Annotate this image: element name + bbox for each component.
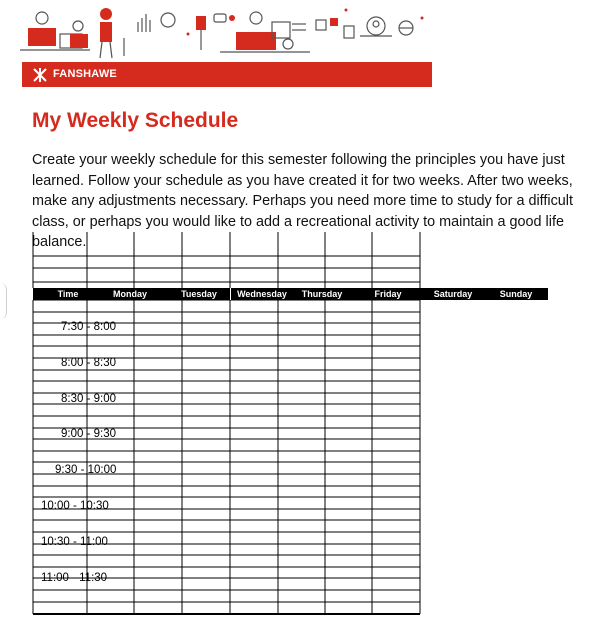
header-banner — [0, 0, 432, 90]
header-divider — [230, 288, 231, 300]
header-friday: Friday — [374, 289, 402, 299]
header-tuesday: Tuesday — [181, 289, 217, 299]
time-slot-label: 10:00 - 10:30 — [41, 500, 109, 512]
brand-name: FANSHAWE — [53, 68, 117, 80]
header-time: Time — [57, 289, 79, 299]
time-slot-label: 8:00 - 8:30 — [61, 356, 116, 369]
fanshawe-logo-icon — [32, 67, 48, 83]
time-slot-label: 8:30 - 9:00 — [61, 392, 116, 405]
time-slot-label: 11:00 - 11:30 — [41, 571, 108, 584]
page-title: My Weekly Schedule — [32, 109, 239, 132]
time-slot-label: 10:30 - 11:00 — [41, 535, 108, 548]
header-saturday: Saturday — [433, 289, 473, 299]
header-sunday: Sunday — [499, 289, 533, 299]
schedule-header-row — [33, 288, 548, 300]
header-wednesday: Wednesday — [237, 289, 287, 299]
header-thursday: Thursday — [301, 289, 343, 299]
people-illustration-icon — [20, 4, 430, 62]
time-slot-label: 9:30 - 10:00 — [55, 464, 117, 477]
time-slot-label: 9:00 - 9:30 — [61, 428, 116, 441]
intro-paragraph: Create your weekly schedule for this semester following the principles you have just learned. Follow your schedule as you have created it for two weeks. After two weeks, make any adjustments necessary. Perhaps you need more time to study for a difficult class, or perhaps you would like to add a recreational activity to maintain a good life balance. — [32, 152, 573, 250]
time-slot-label: 7:30 - 8:00 — [61, 321, 116, 333]
page-edge — [0, 283, 7, 319]
header-monday: Monday — [112, 289, 147, 299]
brand-bar — [22, 62, 432, 87]
